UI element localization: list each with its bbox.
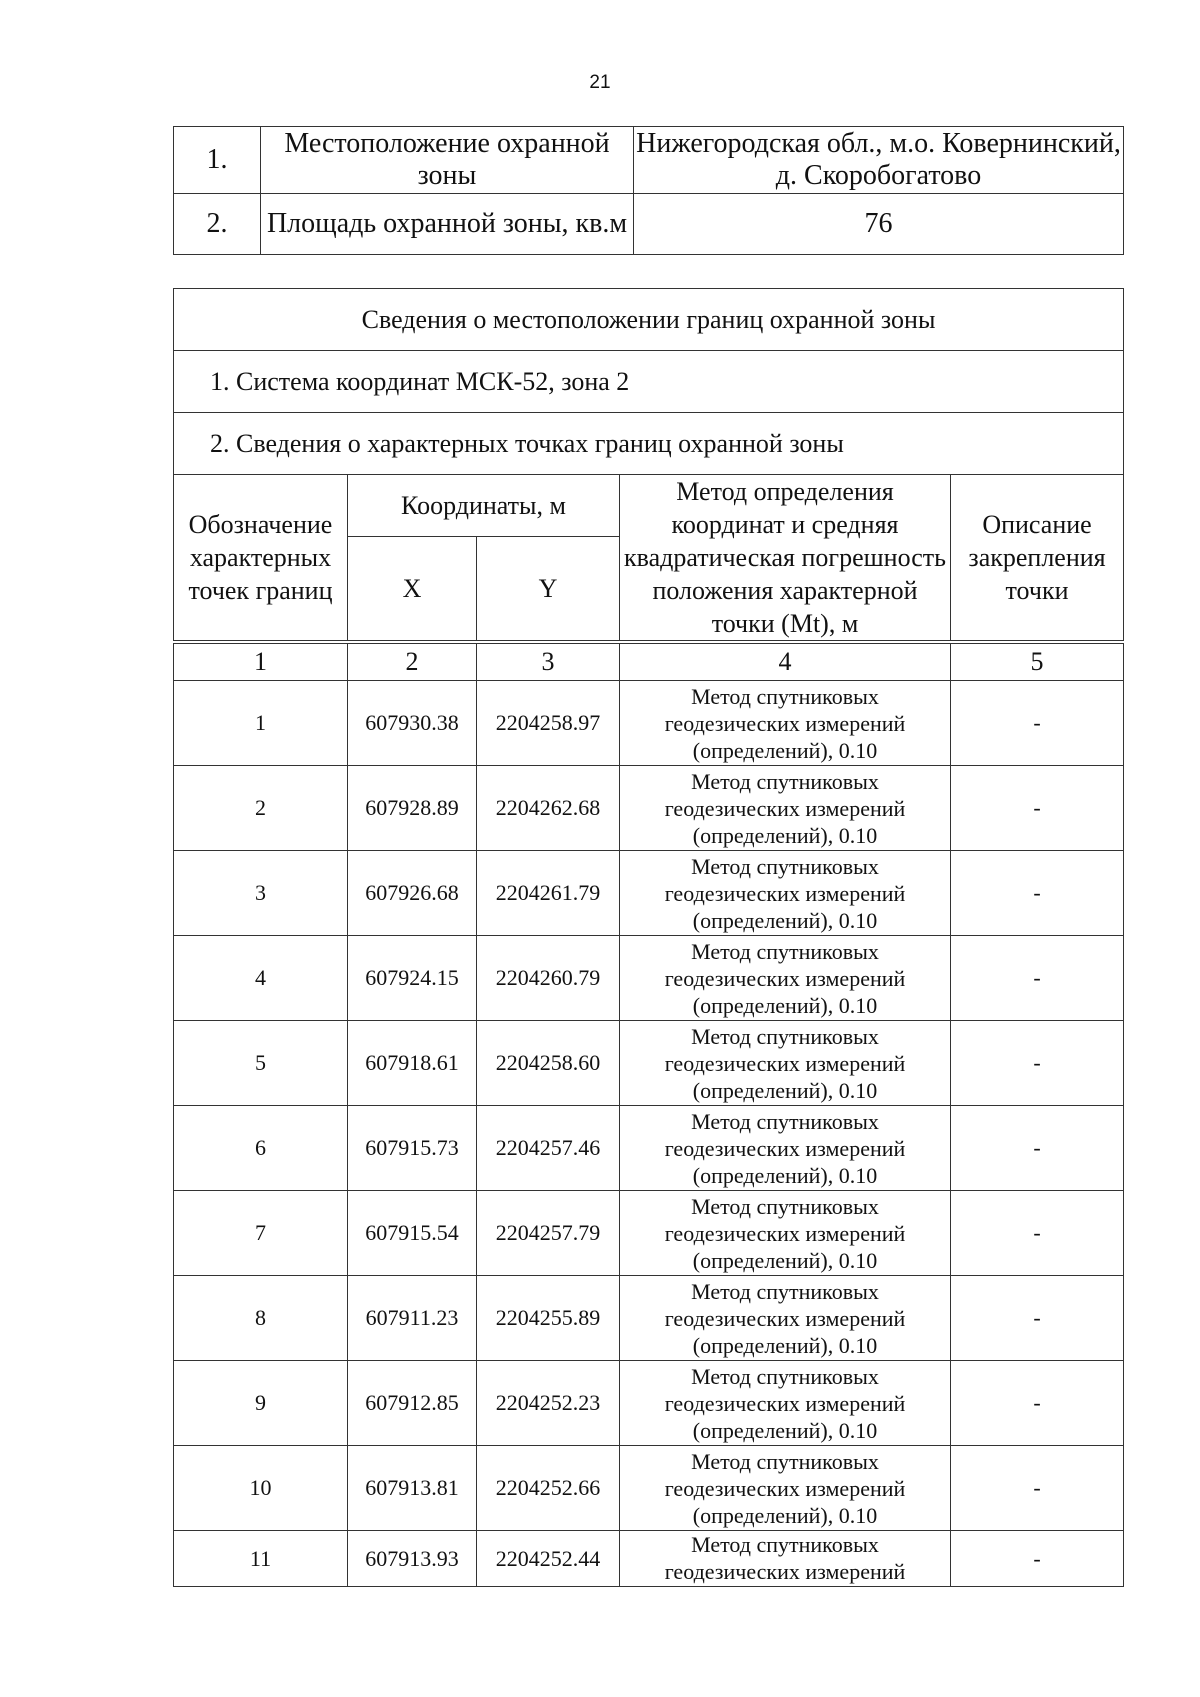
method-line: (определений), 0.10 [692,1502,878,1528]
points-section-label: 2. Сведения о характерных точках границ охранной зоны [174,413,1124,475]
method-cell [620,851,951,936]
description-cell: - [951,1191,1124,1276]
method-line: (определений), 0.10 [692,1247,878,1273]
description-cell: - [951,851,1124,936]
summary-row-label: Площадь охранной зоны, кв.м [261,194,634,255]
method-cell [620,1021,951,1106]
summary-row-label: Местоположение охранной зоны [261,127,634,194]
x-coordinate-cell: 607915.73 [348,1106,477,1191]
y-coordinate-cell: 2204252.23 [477,1361,620,1446]
table-row [174,1446,1124,1531]
method-line: геодезических измерений [664,1220,906,1246]
point-number-cell: 9 [174,1361,348,1446]
method-line: Метод спутниковых [691,938,879,964]
table-row [174,1106,1124,1191]
description-cell: - [951,1446,1124,1531]
y-coordinate-cell: 2204257.79 [477,1191,620,1276]
method-line: Метод спутниковых [691,1448,879,1474]
method-line: геодезических измерений [664,1305,906,1331]
header-y: Y [477,537,620,642]
method-line: геодезических измерений [664,710,906,736]
description-cell: - [951,681,1124,766]
table-row [174,1191,1124,1276]
point-number-cell: 5 [174,1021,348,1106]
y-coordinate-cell: 2204262.68 [477,766,620,851]
method-line: Метод спутниковых [691,853,879,879]
point-number-cell: 4 [174,936,348,1021]
method-line: Метод спутниковых [691,1278,879,1304]
points-section-row [174,413,1124,475]
point-number-cell: 2 [174,766,348,851]
column-number: 1 [174,642,348,681]
method-cell [620,1106,951,1191]
x-coordinate-cell: 607918.61 [348,1021,477,1106]
coordinate-system-label: 1. Система координат МСК-52, зона 2 [174,351,1124,413]
point-number-cell: 11 [174,1531,348,1587]
column-number: 4 [620,642,951,681]
method-cell [620,1446,951,1531]
table-row [174,1531,1124,1587]
x-coordinate-cell: 607912.85 [348,1361,477,1446]
point-number-cell: 7 [174,1191,348,1276]
table-row [174,1361,1124,1446]
table-title: Сведения о местоположении границ охранной зоны [174,289,1124,351]
method-line: (определений), 0.10 [692,1162,878,1188]
method-cell [620,1191,951,1276]
table-row [174,1021,1124,1106]
header-coordinates: Координаты, м [348,475,620,537]
method-line: (определений), 0.10 [692,822,878,848]
method-line: (определений), 0.10 [692,992,878,1018]
method-line: Метод спутниковых [691,1023,879,1049]
method-line: геодезических измерений [664,795,906,821]
y-coordinate-cell: 2204258.97 [477,681,620,766]
column-numbers-row [174,642,1124,681]
description-cell: - [951,1021,1124,1106]
method-line: геодезических измерений [664,1559,906,1584]
point-number-cell: 1 [174,681,348,766]
method-line: (определений), 0.10 [692,737,878,763]
column-number: 2 [348,642,477,681]
description-cell: - [951,1361,1124,1446]
y-coordinate-cell: 2204260.79 [477,936,620,1021]
table-row [174,851,1124,936]
x-coordinate-cell: 607926.68 [348,851,477,936]
point-number-cell: 6 [174,1106,348,1191]
y-coordinate-cell: 2204255.89 [477,1276,620,1361]
method-line: геодезических измерений [664,965,906,991]
column-number: 5 [951,642,1124,681]
header-method: Метод определения координат и средняя квадратическая погрешность положения характерной точки (Mt), м [620,475,951,643]
table-row [174,1276,1124,1361]
summary-row-value: 76 [634,194,1124,255]
method-line: (определений), 0.10 [692,1417,878,1443]
y-coordinate-cell: 2204258.60 [477,1021,620,1106]
point-number-cell: 8 [174,1276,348,1361]
method-line: Метод спутниковых [691,1363,879,1389]
method-line: геодезических измерений [664,1475,906,1501]
x-coordinate-cell: 607930.38 [348,681,477,766]
method-cell [620,766,951,851]
x-coordinate-cell: 607911.23 [348,1276,477,1361]
method-line: (определений), 0.10 [692,1332,878,1358]
method-line: Метод спутниковых [691,1108,879,1134]
description-cell: - [951,766,1124,851]
method-cell [620,936,951,1021]
table-row [174,766,1124,851]
method-cell [620,681,951,766]
y-coordinate-cell: 2204252.44 [477,1531,620,1587]
method-line: Метод спутниковых [691,768,879,794]
y-coordinate-cell: 2204252.66 [477,1446,620,1531]
description-cell: - [951,1531,1124,1587]
description-cell: - [951,936,1124,1021]
coordinates-table [173,288,1124,1587]
summary-row-number: 2. [174,194,261,255]
method-line: геодезических измерений [664,880,906,906]
x-coordinate-cell: 607924.15 [348,936,477,1021]
method-line: Метод спутниковых [691,1532,879,1557]
method-cell [620,1531,951,1587]
point-number-cell: 10 [174,1446,348,1531]
header-designation: Обозначение характерных точек границ [174,475,348,643]
y-coordinate-cell: 2204257.46 [477,1106,620,1191]
x-coordinate-cell: 607915.54 [348,1191,477,1276]
column-number: 3 [477,642,620,681]
header-row [174,475,1124,537]
method-line: Метод спутниковых [691,683,879,709]
table-title-row [174,289,1124,351]
summary-row-area [174,194,1124,255]
method-line: геодезических измерений [664,1390,906,1416]
x-coordinate-cell: 607928.89 [348,766,477,851]
table-row [174,936,1124,1021]
method-line: (определений), 0.10 [692,1077,878,1103]
method-line: (определений), 0.10 [692,907,878,933]
x-coordinate-cell: 607913.81 [348,1446,477,1531]
page-number: 21 [589,72,611,93]
method-line: геодезических измерений [664,1050,906,1076]
method-cell [620,1361,951,1446]
table-row [174,681,1124,766]
description-cell: - [951,1276,1124,1361]
point-rows [174,681,1124,1587]
summary-row-location [174,127,1124,194]
coordinate-system-row [174,351,1124,413]
y-coordinate-cell: 2204261.79 [477,851,620,936]
description-cell: - [951,1106,1124,1191]
x-coordinate-cell: 607913.93 [348,1531,477,1587]
method-cell [620,1276,951,1361]
method-line: геодезических измерений [664,1135,906,1161]
method-line: Метод спутниковых [691,1193,879,1219]
header-description: Описание закрепления точки [951,475,1124,643]
header-x: X [348,537,477,642]
summary-table [173,126,1124,255]
point-number-cell: 3 [174,851,348,936]
summary-row-value: Нижегородская обл., м.о. Ковернинский, д. Скоробогатово [634,127,1124,194]
summary-row-number: 1. [174,127,261,194]
